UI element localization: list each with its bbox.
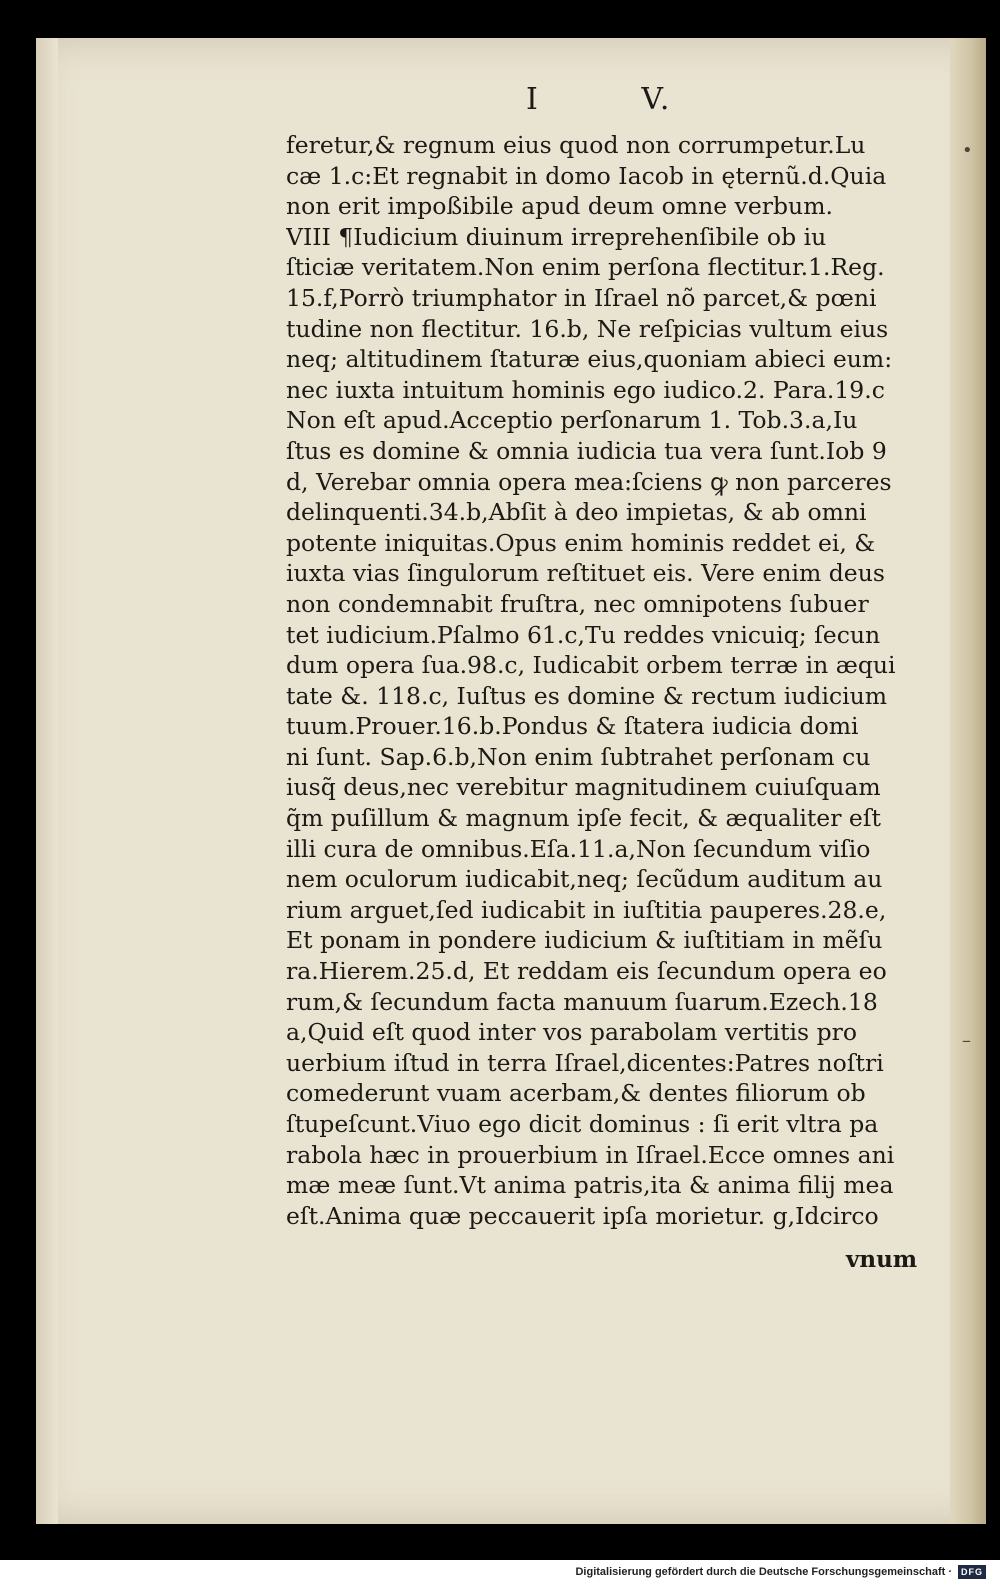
text-line: illi cura de omnibus.Eſa.11.a,Non ſecundum viſio (286, 834, 871, 863)
text-line: potente iniquitas.Opus enim hominis reddet ei, & (286, 528, 876, 557)
text-line: ſticiæ veritatem.Non enim perſona flectitur.1.Reg. (286, 253, 885, 282)
text-line: comederunt vuam acerbam,& dentes filiorum ob (286, 1079, 866, 1108)
text-line: tuum.Prouer.16.b.Pondus & ſtatera iudicia domi (286, 712, 859, 741)
text-line: VIII ¶Iudicium diuinum irreprehenſibile ob iu (286, 222, 827, 251)
text-line: ra.Hierem.25.d, Et reddam eis ſecundum opera eo (286, 957, 887, 986)
text-line: iusq̃ deus,nec verebitur magnitudinem cuiuſquam (286, 773, 881, 802)
text-line: ſtupeſcunt.Viuo ego dicit dominus : ſi erit vltra pa (286, 1110, 879, 1138)
text-line: uerbium iſtud in terra Iſrael,dicentes:Patres noſtri (286, 1048, 884, 1077)
text-line: tate &. 118.c, Iuſtus es domine & rectum iudicium (286, 681, 888, 710)
text-line: rum,& ſecundum facta manuum ſuarum.Ezech.18 (286, 987, 878, 1016)
text-line: 15.f,Porrò triumphator in Iſrael nõ parcet,& pœni (286, 283, 877, 312)
leaf-number: V. (641, 82, 672, 117)
running-header (526, 82, 726, 122)
text-line: Non eſt apud.Acceptio perſonarum 1. Tob.3.a,Iu (286, 406, 858, 435)
text-line: dum opera ſua.98.c, Iudicabit orbem terræ in æqui (286, 651, 896, 680)
text-line: Et ponam in pondere iudicium & iuſtitiam in mẽſu (286, 926, 883, 955)
text-line: non condemnabit fruſtra, nec omnipotens ſubuer (286, 589, 869, 618)
digitization-credit: Digitalisierung gefördert durch die Deutsche Forschungsgemeinschaft · (575, 1566, 952, 1578)
margin-dash: – (962, 1030, 971, 1051)
signature-mark: I (526, 82, 540, 117)
catchword: vnum (846, 1246, 918, 1273)
page-edge (950, 38, 986, 1524)
page-gutter (36, 38, 58, 1524)
text-line: iuxta vias ſingulorum reſtituet eis. Vere enim deus (286, 559, 885, 588)
text-line: a,Quid eſt quod inter vos parabolam vertitis pro (286, 1018, 857, 1047)
text-line: rium arguet,ſed iudicabit in iuſtitia pauperes.28.e, (286, 895, 887, 924)
text-line: feretur,& regnum eius quod non corrumpetur.Lu (286, 131, 866, 159)
text-line: cæ 1.c:Et regnabit in domo Iacob in ęternũ.d.Quia (286, 161, 887, 190)
text-line: neq; altitudinem ſtaturæ eius,quoniam abieci eum: (286, 345, 893, 374)
text-line: q̃m puſillum & magnum ipſe fecit, & æqualiter eſt (286, 804, 881, 833)
text-line: tudine non flectitur. 16.b, Ne reſpicias vultum eius (286, 314, 889, 343)
text-line: mæ meæ ſunt.Vt anima patris,ita & anima filij mea (286, 1171, 894, 1200)
dfg-logo: DFG (958, 1565, 986, 1579)
text-line: nec iuxta intuitum hominis ego iudico.2. Para.19.c (286, 375, 885, 404)
text-column (286, 130, 926, 1280)
text-line: ſtus es domine & omnia iudicia tua vera ſunt.Iob 9 (286, 436, 887, 465)
text-line: rabola hæc in prouerbium in Iſrael.Ecce omnes ani (286, 1140, 895, 1169)
text-line: ni ſunt. Sap.6.b,Non enim ſubtrahet perſonam cu (286, 742, 871, 771)
text-line: non erit impoßibile apud deum omne verbum. (286, 192, 833, 221)
text-line: tet iudicium.Pſalmo 61.c,Tu reddes vnicuiq; ſecun (286, 620, 881, 649)
margin-dot-top: • (962, 140, 973, 161)
text-line: eſt.Anima quæ peccauerit ipſa morietur. g,Idcirco (286, 1201, 879, 1230)
text-line: nem oculorum iudicabit,neq; ſecũdum auditum au (286, 865, 883, 894)
text-line: d, Verebar omnia opera mea:ſciens ꝙ non parceres (286, 467, 892, 496)
text-line: delinquenti.34.b,Abſit à deo impietas, & ab omni (286, 498, 867, 527)
